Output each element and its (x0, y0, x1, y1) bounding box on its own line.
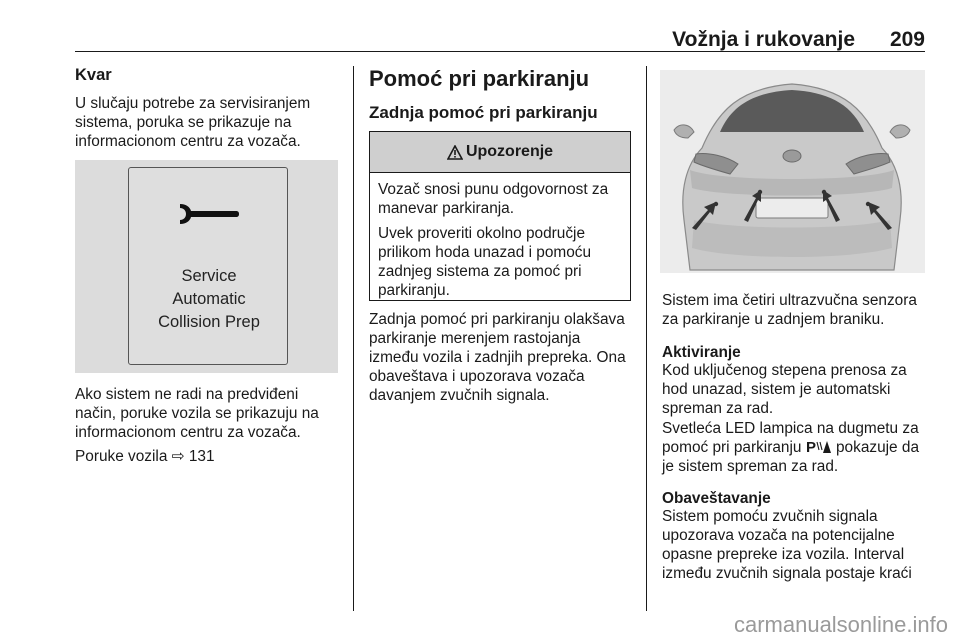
text-line: parkiranju. (378, 282, 450, 299)
text-line: informacionom centru za vozača. (75, 424, 301, 441)
page-header (75, 28, 925, 52)
section-title: Pomoć pri parkiranju (369, 66, 590, 91)
text-line: između zvučnih signala postaje kraći (662, 565, 912, 582)
column-separator-2 (646, 66, 647, 611)
warning-title: Upozorenje (465, 143, 554, 160)
header-title: Vožnja i rukovanje (672, 28, 855, 51)
text-line: upozorava vozača na potencijalne (662, 527, 895, 544)
text-line: U slučaju potrebe za servisiranjem (75, 95, 311, 112)
text-fragment: pokazuje da (836, 439, 920, 456)
crossref-text: Poruke vozila (75, 448, 168, 465)
subsection-title: Zadnja pomoć pri parkiranju (369, 103, 598, 122)
text-line: manevar parkiranja. (378, 200, 515, 217)
text-line: spreman za rad. (662, 400, 774, 417)
car-rear-illustration (660, 70, 925, 273)
display-line: Collision Prep (158, 313, 260, 331)
watermark: carmanualsonline.info (733, 612, 948, 637)
text-line: Sistem pomoću zvučnih signala (662, 508, 878, 525)
heading-obavestavanje: Obaveštavanje (662, 490, 771, 507)
text-line: Uvek proveriti okolno područje (378, 225, 586, 242)
text-line: Vozač snosi punu odgovornost za (378, 181, 609, 198)
text-line: Zadnja pomoć pri parkiranju olakšava (369, 311, 625, 328)
sensor-caption (662, 291, 917, 329)
activation-paragraph (662, 361, 907, 418)
svg-text:P: P (805, 439, 816, 454)
service-display-illustration (75, 160, 338, 373)
display-line: Automatic (172, 290, 246, 308)
led-paragraph (662, 419, 919, 476)
text-fragment: pomoć pri parkiranju (662, 439, 802, 456)
text-line: informacionom centru za vozača. (75, 133, 301, 150)
text-line: hod unazad, sistem je automatski (662, 381, 891, 398)
text-line (662, 438, 919, 457)
warning-header (370, 132, 630, 173)
heading-aktiviranje: Aktiviranje (662, 344, 741, 361)
text-line: Ako sistem ne radi na predviđeni (75, 386, 299, 403)
text-line: parkiranje merenjem rastojanja (369, 330, 581, 347)
text-line: sistema, poruka se prikazuje na (75, 114, 292, 131)
text-line: je sistem spreman za rad. (662, 458, 839, 475)
text-line: zadnjeg sistema za pomoć pri (378, 263, 582, 280)
wrench-icon (178, 201, 240, 227)
page-number: 209 (889, 28, 925, 51)
column-separator-1 (353, 66, 354, 611)
crossref-arrow-icon: ⇨ (171, 448, 185, 465)
text-line: između vozila i zadnjih prepreka. Ona (369, 349, 626, 366)
text-line: za parkiranje u zadnjem braniku. (662, 311, 885, 328)
notice-paragraph (662, 507, 912, 583)
display-line: Service (181, 267, 237, 285)
warning-paragraph (378, 180, 622, 218)
text-line: prilikom hoda unazad i pomoću (378, 244, 592, 261)
kvar-paragraph (75, 94, 310, 151)
car-rear-image (660, 70, 925, 273)
park-assist-icon (806, 439, 832, 454)
display-message (129, 265, 289, 334)
warning-triangle-icon (447, 145, 463, 160)
driver-info-screen (128, 167, 288, 365)
text-line: davanjem zvučnih signala. (369, 387, 550, 404)
text-line: način, poruke vozila se prikazuju na (75, 405, 319, 422)
crossref-line (75, 447, 215, 466)
text-line: Sistem ima četiri ultrazvučna senzora (662, 292, 917, 309)
warning-box (369, 131, 631, 301)
warning-body (370, 173, 630, 300)
text-line: Kod uključenog stepena prenosa za (662, 362, 907, 379)
text-line: opasne prepreke iza vozila. Interval (662, 546, 905, 563)
warning-paragraph (378, 224, 622, 300)
heading-kvar: Kvar (75, 66, 112, 84)
text-line: obaveštava i upozorava vozača (369, 368, 585, 385)
crossref-page-link[interactable]: 131 (188, 448, 215, 465)
parking-aid-paragraph (369, 310, 626, 405)
failure-paragraph (75, 385, 319, 442)
text-line: Svetleća LED lampica na dugmetu za (662, 420, 919, 437)
